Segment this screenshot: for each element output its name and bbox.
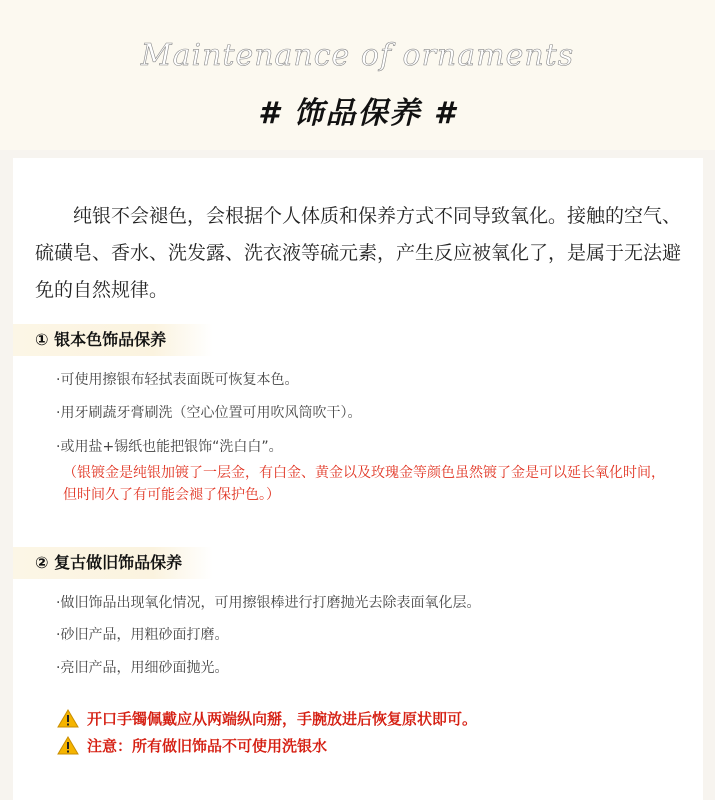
section-heading-silver: ① 银本色饰品保养 [13,324,213,356]
list-item: ·砂旧产品，用粗砂面打磨。 [56,627,229,643]
list-item: ·用牙刷蔬牙膏刷洗（空心位置可用吹风筒吹干）。 [56,405,362,421]
section-heading-vintage: ② 复古做旧饰品保养 [13,547,213,579]
page-header [0,0,715,150]
intro-paragraph: 纯银不会褪色，会根据个人体质和保养方式不同导致氧化。接触的空气、硫磺皂、香水、洗发露、洗衣液等硫元素，产生反应被氧化了，是属于无法避免的自然规律。 [35,205,682,301]
page-title: # 饰品保养 # [258,96,457,131]
warning-text: 注意：所有做旧饰品不可使用洗银水 [87,737,328,755]
warning-line [57,735,327,756]
list-item: ·亮旧产品，用细砂面抛光。 [56,660,229,676]
list-item: ·做旧饰品出现氧化情况，可用擦银棒进行打磨抛光去除表面氧化层。 [56,595,481,611]
warning-line [57,708,477,729]
list-item: ·可使用擦银布轻拭表面既可恢复本色。 [56,372,299,388]
content-card [13,158,703,800]
plating-note: （银镀金是纯银加镀了一层金，有白金、黄金以及玫瑰金等颜色虽然镀了金是可以延长氧化时间，但时间久了有可能会褪了保护色。） [63,465,665,503]
warning-triangle-icon [57,709,79,728]
warning-text: 开口手镯佩戴应从两端纵向掰，手腕放进后恢复原状即可。 [87,710,478,728]
warning-triangle-icon [57,736,79,755]
list-item: ·或用盐+锡纸也能把银饰“洗白白”。 [56,439,283,455]
script-title: Maintenance of ornaments [140,38,575,73]
